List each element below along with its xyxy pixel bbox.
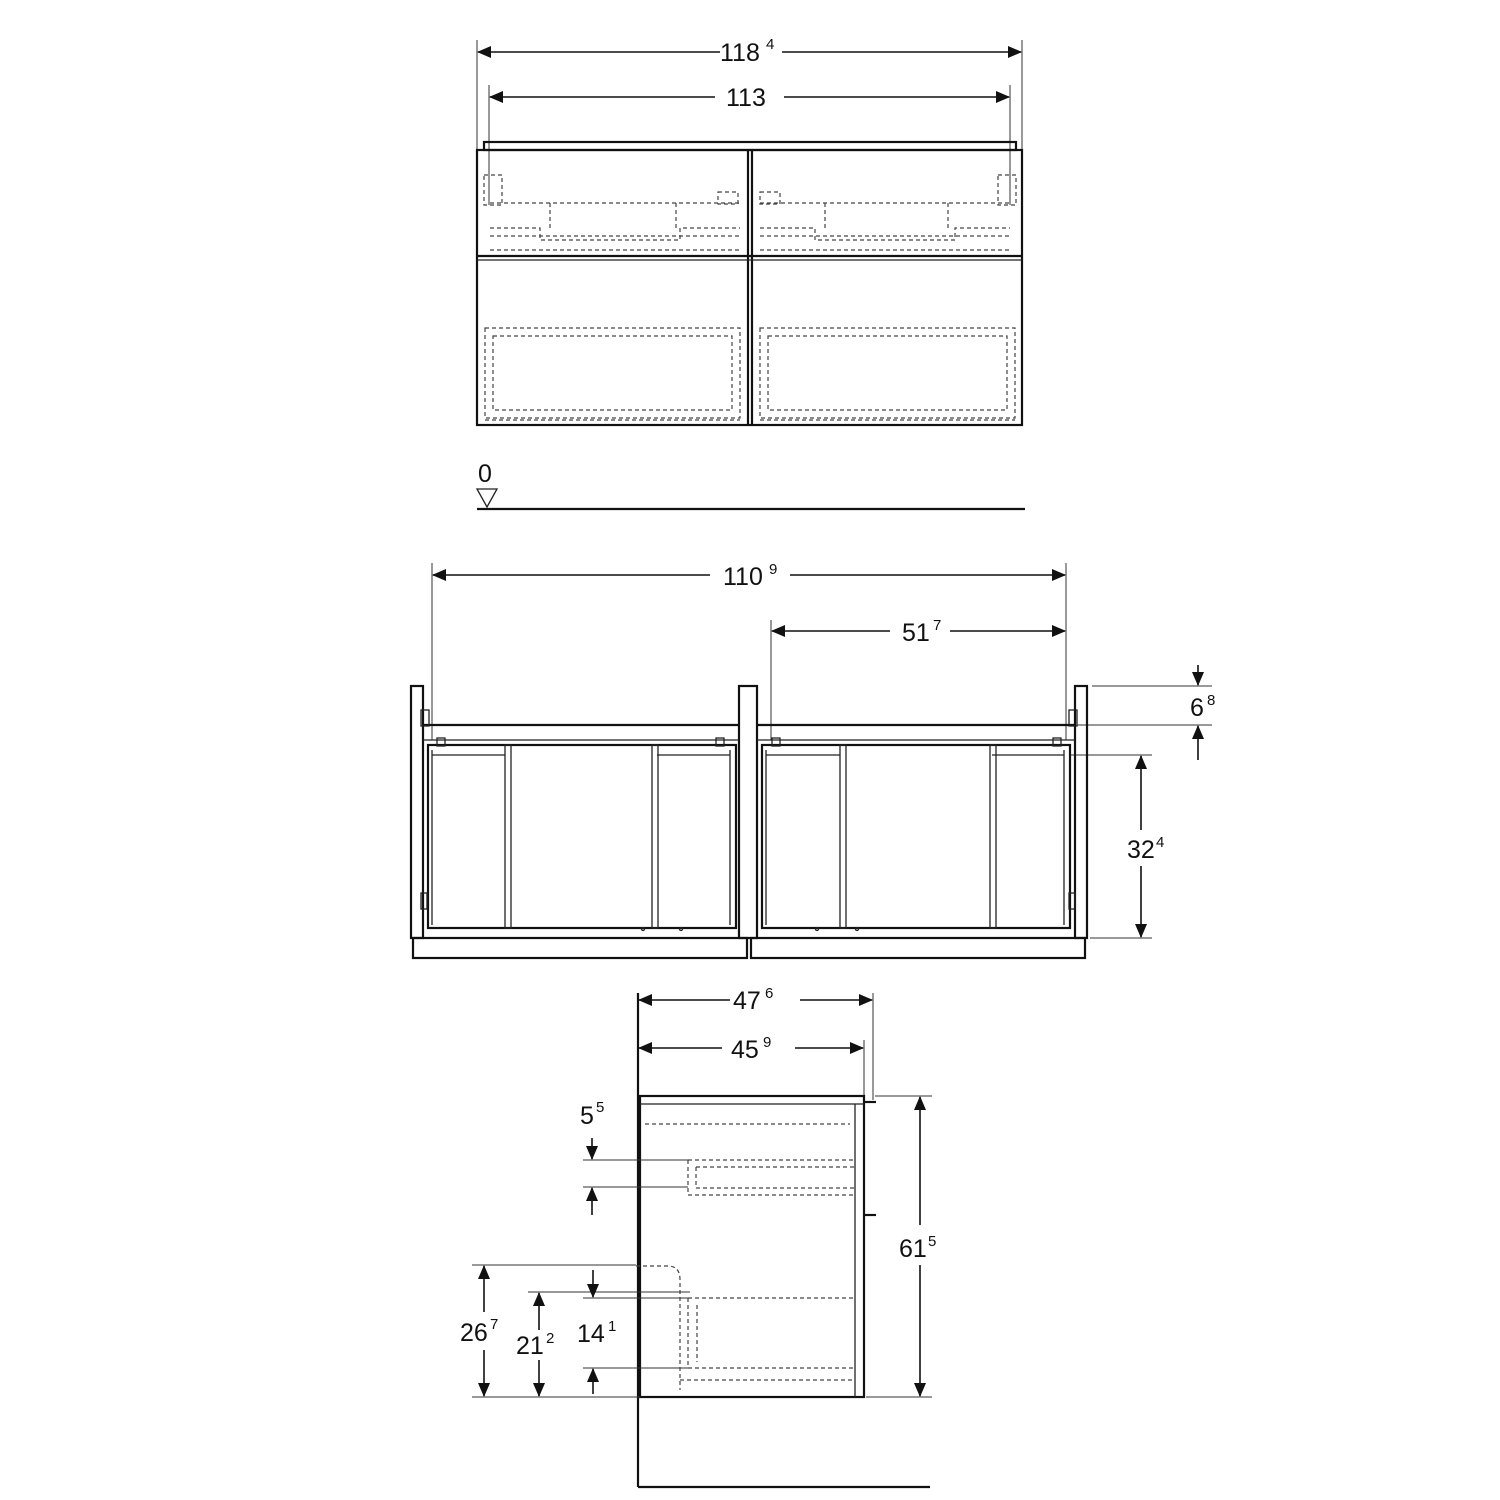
- dim-width-outer: [478, 36, 1021, 67]
- top-view: [411, 561, 1215, 958]
- dim-rear-gap: [1077, 665, 1215, 760]
- dim-sup-118: 4: [766, 36, 775, 53]
- dim-label-51: 51: [902, 619, 930, 647]
- dim-drawer-gap: [580, 1099, 688, 1215]
- dim-sup-110: 9: [769, 561, 778, 578]
- dim-label-47: 47: [733, 987, 761, 1015]
- dim-height: [866, 1096, 936, 1397]
- floor-level-label: 0: [478, 460, 492, 488]
- dim-sup-26: 7: [490, 1316, 499, 1333]
- dim-sup-47: 6: [765, 985, 774, 1002]
- dim-label-5: 5: [580, 1102, 594, 1130]
- dim-sup-51: 7: [933, 617, 942, 634]
- dim-label-14: 14: [577, 1320, 605, 1348]
- dim-sup-45: 9: [763, 1034, 772, 1051]
- dim-sup-21: 2: [546, 1330, 555, 1347]
- dim-sup-32: 4: [1156, 834, 1165, 851]
- dim-width-total: [433, 561, 1065, 591]
- dim-label-6: 6: [1190, 694, 1204, 722]
- dim-label-21: 21: [516, 1332, 544, 1360]
- dim-label-26: 26: [460, 1319, 488, 1347]
- dim-depth-inner: [639, 1034, 863, 1064]
- dim-width-half: [772, 617, 1065, 647]
- side-view: [460, 985, 936, 1487]
- dim-label-118: 118: [720, 39, 760, 67]
- dim-label-61: 61: [899, 1235, 927, 1263]
- dim-depth: [1070, 755, 1164, 938]
- dim-label-113: 113: [726, 84, 766, 112]
- dim-height-14: [577, 1270, 688, 1394]
- dim-sup-14: 1: [608, 1318, 617, 1335]
- dim-width-inner: [490, 84, 1009, 112]
- dim-depth-outer: [639, 985, 872, 1015]
- floor-level-marker: [477, 460, 1025, 509]
- dim-label-45: 45: [731, 1036, 759, 1064]
- dim-sup-6: 8: [1207, 692, 1216, 709]
- dim-label-110: 110: [723, 563, 763, 591]
- front-view: [477, 36, 1025, 509]
- dim-sup-5: 5: [596, 1099, 605, 1116]
- dim-label-32: 32: [1127, 836, 1155, 864]
- dim-sup-61: 5: [928, 1233, 937, 1250]
